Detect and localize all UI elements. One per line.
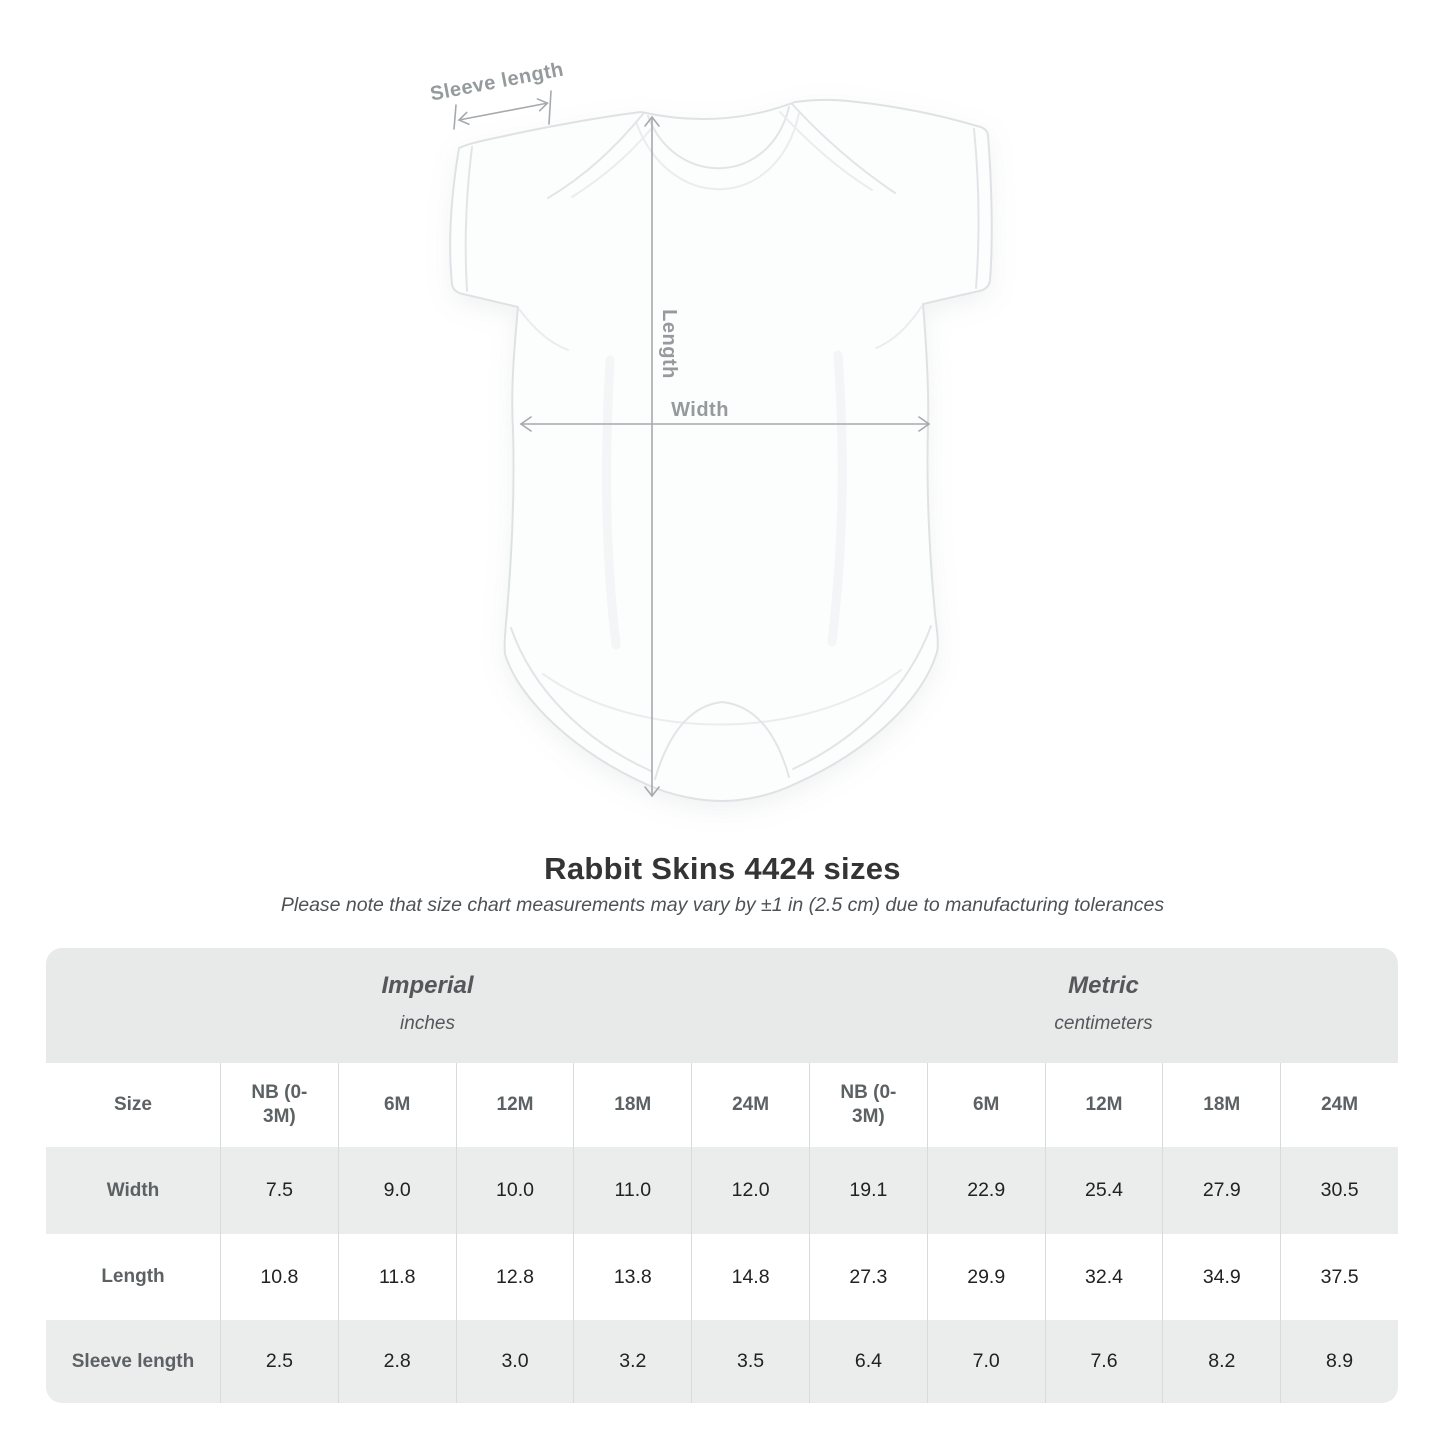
value-cell: 10.8: [220, 1234, 338, 1320]
value-cell: 27.3: [809, 1234, 927, 1320]
size-label: 6M: [383, 1094, 411, 1116]
row-label: Length: [101, 1266, 165, 1287]
metric-unit: centimeters: [1054, 1013, 1153, 1034]
size-label: NB (0-3M): [840, 1082, 897, 1127]
value-cell: 12.8: [456, 1234, 574, 1320]
value-cell: 8.9: [1280, 1320, 1398, 1403]
value-cell: 10.0: [456, 1147, 574, 1234]
metric-label: Metric: [1068, 972, 1139, 999]
size-chart-table: [46, 948, 1398, 1403]
bodysuit-illustration: [450, 100, 992, 801]
value-cell: 32.4: [1045, 1234, 1163, 1320]
value-cell: 3.0: [456, 1320, 574, 1403]
value-cell: 27.9: [1162, 1147, 1280, 1234]
sleeve-length-label: Sleeve length: [428, 58, 566, 106]
value-cell: 34.9: [1162, 1234, 1280, 1320]
value-cell: 30.5: [1280, 1147, 1398, 1234]
metric-group-header: [809, 948, 1398, 1063]
size-label: 24M: [1321, 1094, 1359, 1116]
length-row: [46, 1234, 1398, 1320]
size-header-cell: [338, 1063, 456, 1147]
size-label: 12M: [1085, 1094, 1123, 1116]
size-header-cell: [456, 1063, 574, 1147]
size-header-cell: [691, 1063, 809, 1147]
size-header-cell: [809, 1063, 927, 1147]
size-label: 6M: [972, 1094, 1000, 1116]
value-cell: 6.4: [809, 1320, 927, 1403]
imperial-unit: inches: [400, 1013, 455, 1034]
value-cell: 9.0: [338, 1147, 456, 1234]
tolerance-note: Please note that size chart measurements may vary by ±1 in (2.5 cm) due to manufacturing tolerances: [280, 894, 1165, 916]
value-cell: 7.6: [1045, 1320, 1163, 1403]
size-header-cell: [1280, 1063, 1398, 1147]
imperial-label: Imperial: [381, 972, 474, 999]
value-cell: 19.1: [809, 1147, 927, 1234]
value-cell: 22.9: [927, 1147, 1045, 1234]
row-label: Width: [106, 1179, 160, 1201]
value-cell: 8.2: [1162, 1320, 1280, 1403]
value-cell: 3.5: [691, 1320, 809, 1403]
width-row: [46, 1147, 1398, 1234]
sleeve-length-row: [46, 1320, 1398, 1403]
page-title: Rabbit Skins 4424 sizes: [544, 851, 901, 886]
value-cell: 11.8: [338, 1234, 456, 1320]
value-cell: 14.8: [691, 1234, 809, 1320]
size-header-cell: [1045, 1063, 1163, 1147]
size-header-cell: [220, 1063, 338, 1147]
value-cell: 2.5: [220, 1320, 338, 1403]
width-label: Width: [671, 399, 729, 421]
length-label: Length: [658, 309, 680, 379]
row-label: Sleeve length: [71, 1350, 195, 1372]
value-cell: 37.5: [1280, 1234, 1398, 1320]
size-label: 12M: [496, 1094, 534, 1116]
size-column-header: Size: [113, 1094, 153, 1115]
value-cell: 11.0: [573, 1147, 691, 1234]
size-header-cell: [1162, 1063, 1280, 1147]
value-cell: 29.9: [927, 1234, 1045, 1320]
value-cell: 7.5: [220, 1147, 338, 1234]
imperial-group-header: [46, 948, 809, 1063]
value-cell: 13.8: [573, 1234, 691, 1320]
value-cell: 2.8: [338, 1320, 456, 1403]
size-header-cell: [573, 1063, 691, 1147]
value-cell: 7.0: [927, 1320, 1045, 1403]
size-label: 18M: [614, 1094, 652, 1116]
size-header-cell: [927, 1063, 1045, 1147]
size-label: NB (0-3M): [251, 1082, 308, 1127]
size-label: 24M: [732, 1094, 770, 1116]
unit-group-header-row: [46, 948, 1398, 1063]
value-cell: 12.0: [691, 1147, 809, 1234]
value-cell: 25.4: [1045, 1147, 1163, 1234]
value-cell: 3.2: [573, 1320, 691, 1403]
size-label: 18M: [1203, 1094, 1241, 1116]
size-header-row: [46, 1063, 1398, 1147]
